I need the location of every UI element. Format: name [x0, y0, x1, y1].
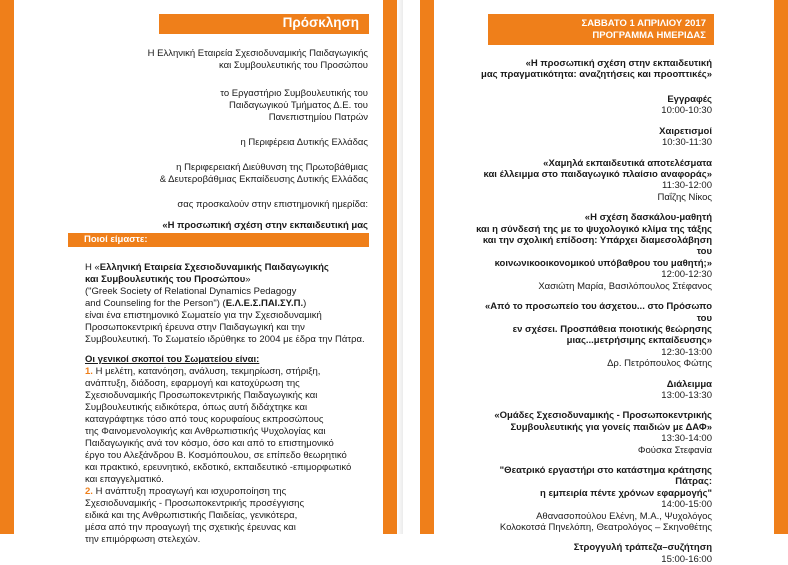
goal-1-line: και επαγγελματικό. [85, 474, 164, 485]
program-header [488, 14, 714, 45]
session-time: 12:30-13:00 [661, 346, 712, 358]
session-time: 12:00-12:30 [661, 269, 712, 281]
goal-1-line: Παιδαγωγικής ανά τον κόσμο, όσο και από το επιστημονικό [85, 438, 334, 449]
session-title: Χαιρετισμοί [659, 125, 712, 137]
right-edge-stripe [774, 0, 788, 534]
program-title-line: μας πραγματικότητα: αναζητήσεις και προοπτικές» [481, 69, 712, 81]
program-title-line: «Η προσωπική σχέση στην εκπαιδευτική [525, 58, 712, 69]
session [474, 410, 712, 456]
session-speaker: Φούσκα Στεφανία [637, 444, 712, 456]
about-line: Η «Ελληνική Εταιρεία Σχεσιοδυναμικής Παιδαγωγικής [85, 262, 329, 273]
organizers [68, 48, 368, 244]
program-schedule [474, 94, 712, 565]
organizer-line: και Συμβουλευτικής του Προσώπου [219, 60, 368, 71]
organizer-line: & Δευτεροβάθμιας Εκπαίδευσης Δυτικής Ελλάδας [159, 174, 368, 185]
session-title: και την σχολική επίδοση: Υπάρχει διαμεσολάβηση του [482, 235, 712, 258]
goal-1-line: Συμβουλευτικής ειδικότερα, όπως αυτή διδάχτηκε και [85, 402, 308, 413]
session-title: Διάλειμμα [666, 378, 712, 390]
session [474, 301, 712, 369]
goal-2-line: 2. Η ανάπτυξη προαγωγή και ισχυροποίηση της [85, 486, 287, 497]
session-time: 14:00-15:00 [661, 499, 712, 511]
goal-2-line: την επιμόρφωση στελεχών. [85, 534, 201, 545]
session-title: «Από το προσωπείο του άσχετου... στο Πρόσωπο του [484, 301, 712, 324]
session-time: 11:30-12:00 [661, 180, 712, 192]
session [474, 542, 712, 565]
session-speaker: Παΐζης Νίκος [657, 191, 712, 203]
about-line: και Συμβουλευτικής του Προσώπου» [85, 274, 251, 285]
session-speaker: Χασιώτη Μαρία, Βασιλόπουλος Στέφανος [538, 280, 712, 292]
about-line: ("Greek Society of Relational Dynamics Pedagogy [85, 286, 297, 297]
about-line: Προσωποκεντρική έρευνα στην Παιδαγωγική και την [85, 322, 305, 333]
goal-1-line: 1. Η μελέτη, κατανόηση, ανάλυση, τεκμηρίωση, στήριξη, [85, 366, 321, 377]
organizer-line: Η Ελληνική Εταιρεία Σχεσιοδυναμικής Παιδαγωγικής [147, 48, 368, 59]
event-title-line: «Η προσωπική σχέση στην εκπαιδευτική μας [162, 220, 368, 231]
session-time: 13:30-14:00 [661, 433, 712, 445]
goal-2-line: μέσα από την προαγωγή της σχετικής έρευνας και [85, 522, 296, 533]
session-title: εν σχέσει. Προσπάθεια ποιοτικής θεώρησης [512, 323, 712, 335]
goal-2-line: ειδικά και της Ανθρωπιστικής Παιδείας, γενικότερα, [85, 510, 298, 521]
session-title: Εγγραφές [667, 94, 712, 105]
session [474, 126, 712, 149]
about-line: είναι ένα επιστημονικό Σωματείο για την Σχεσιοδυναμική [85, 310, 322, 321]
invitation-title: Πρόσκληση [282, 15, 359, 30]
about-section [85, 262, 375, 546]
organizer-line: σας προσκαλούν στην επιστημονική ημερίδα: [177, 199, 368, 210]
session-time: 10:00-10:30 [661, 105, 712, 117]
program-title [474, 58, 712, 81]
invitation-header [159, 14, 369, 34]
who-we-are-header [68, 233, 369, 247]
goals-title: Οι γενικοί σκοποί του Σωματείου είναι: [85, 354, 260, 365]
organizer-line: το Εργαστήριο Συμβουλευτικής του [220, 88, 368, 99]
organizer-line: η Περιφέρεια Δυτικής Ελλάδας [240, 137, 368, 148]
session-speaker: Αθανασοπούλου Ελένη, Μ.Α., Ψυχολόγος [536, 510, 712, 522]
session-title: και έλλειμμα στο παιδαγωγικό πλαίσιο αναφοράς» [483, 169, 712, 181]
organizer-line: Παιδαγωγικού Τμήματος Δ.Ε. του [229, 100, 368, 111]
session-title: μιας...μετρήσιμης εκπαίδευσης» [566, 335, 712, 347]
session [474, 212, 712, 292]
goal-1-line: και πρακτικό, ερευνητικό, εκδοτικό, εκπαιδευτικό -επιμορφωτικό [85, 462, 352, 473]
session-time: 13:00-13:30 [661, 389, 712, 401]
about-line: and Counseling for the Person") (Ε.Λ.Ε.Σ.ΠΑΙ.ΣΥ.Π.) [85, 298, 307, 309]
session-title: Συμβουλευτικής για γονείς παιδιών με ΔΑΦ» [510, 421, 712, 433]
organizer-line: η Περιφερειακή Διεύθυνση της Πρωτοβάθμιας [176, 162, 368, 173]
session [474, 379, 712, 402]
session-title: η εμπειρία πέντε χρόνων εφαρμογής" [540, 487, 712, 499]
session-speaker: Κολοκοτσά Πηνελόπη, Θεατρολόγος – Σκηνοθέτης [499, 522, 712, 533]
session-title: «Η σχέση δασκάλου-μαθητή [584, 212, 712, 224]
session-title: "Θεατρικό εργαστήρι στο κατάστημα κράτησης Πάτρας: [499, 464, 712, 488]
about-line: Συμβουλευτική. Το Σωματείο ιδρύθηκε το 2004 με έδρα την Πάτρα. [85, 334, 365, 345]
session-speaker: Δρ. Πετρόπουλος Φώτης [607, 358, 712, 370]
goal-1-line: Σχεσιοδυναμικής Προσωποκεντρικής Παιδαγωγικής και [85, 390, 318, 401]
session [474, 94, 712, 117]
program-date: ΣΑΒΒΑΤΟ 1 ΑΠΡΙΛΙΟΥ 2017 [581, 18, 706, 29]
session [474, 465, 712, 533]
program-subtitle: ΠΡΟΓΡΑΜΜΑ ΗΜΕΡΙΔΑΣ [592, 30, 706, 41]
goal-2-line: Σχεσιοδυναμικής - Προσωποκεντρικής προσέγγισης [85, 498, 305, 509]
session-time: 15:00-16:00 [661, 553, 712, 565]
fold-shadow [397, 0, 403, 534]
session-title: κοινωνικοοικονομικού υπόβαθρου του μαθητή;» [494, 257, 712, 269]
goal-1-line: της Φαινομενολογικής και Ανθρωπιστικής Ψυχολογίας και [85, 426, 326, 437]
session-title: «Ομάδες Σχεσιοδυναμικής - Προσωποκεντρικής [494, 410, 712, 422]
session-time: 10:30-11:30 [661, 137, 712, 149]
organizer-line: Πανεπιστημίου Πατρών [268, 112, 368, 123]
session-title: «Χαμηλά εκπαιδευτικά αποτελέσματα [543, 157, 712, 169]
goal-1-line: έργο του Αλεξάνδρου Β. Κοσμόπουλου, σε επίπεδο θεωρητικό [85, 450, 347, 461]
goal-1-line: καταγράφτηκε τόσο από τους κορυφαίους εκπροσώπους [85, 414, 324, 425]
goal-1-line: ανάπτυξη, διάδοση, εφαρμογή και κατοχύρωση της [85, 378, 300, 389]
session [474, 158, 712, 204]
center-right-stripe [420, 0, 434, 534]
who-we-are-title: Ποιοί είμαστε: [84, 234, 148, 245]
session-title: και η σύνδεσή της με το ψυχολογικό κλίμα της τάξης [476, 223, 712, 235]
center-left-stripe [383, 0, 397, 534]
left-edge-stripe [0, 0, 14, 534]
session-title: Στρογγυλή τράπεζα–συζήτηση [573, 542, 712, 554]
